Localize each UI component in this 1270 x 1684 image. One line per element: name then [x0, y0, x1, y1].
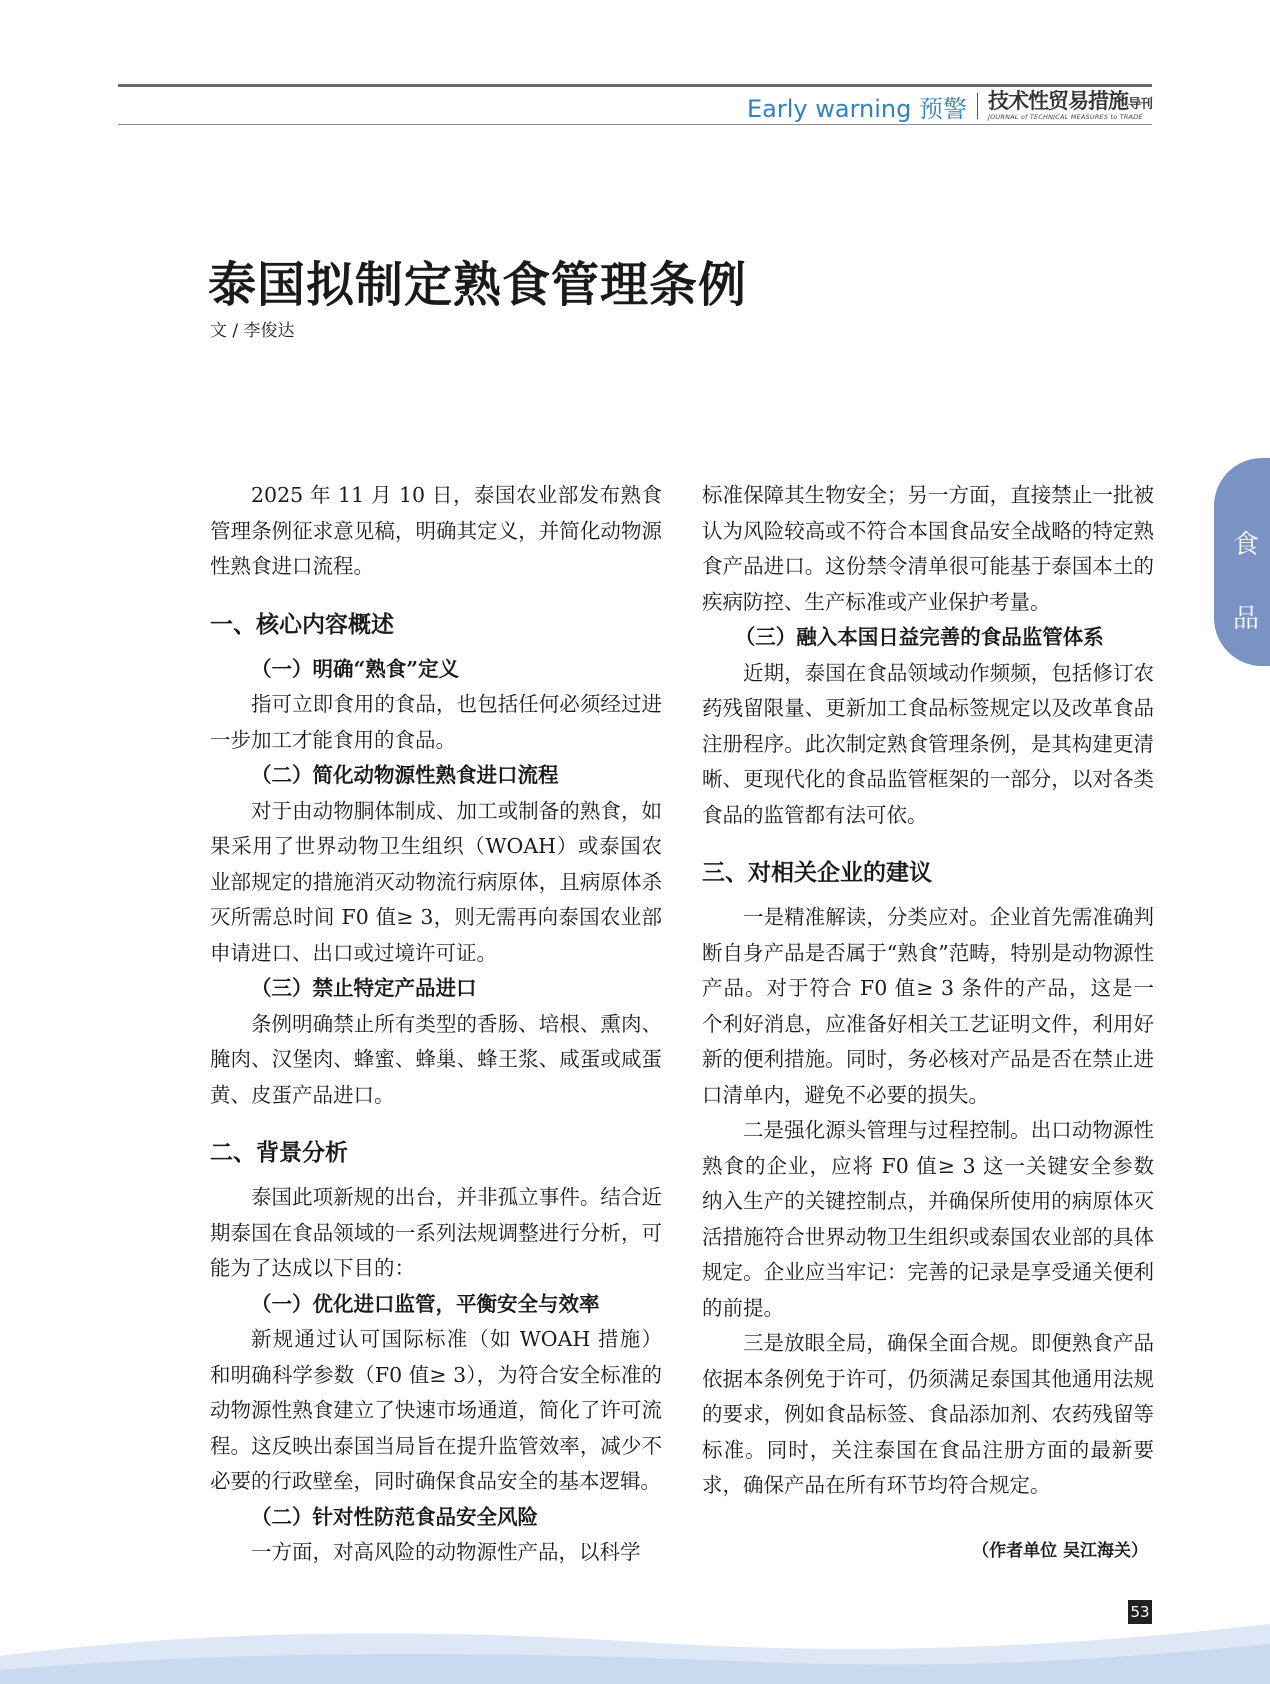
side-tab-char-2: 品 [1232, 604, 1259, 634]
intro-paragraph: 2025 年 11 月 10 日，泰国农业部发布熟食管理条例征求意见稿，明确其定义，并简化动物源性熟食进口流程。 [210, 483, 662, 578]
left-column [210, 478, 662, 1571]
paragraph-2-2-continued: 标准保障其生物安全；另一方面，直接禁止一批被认为风险较高或不符合本国食品安全战略的特定熟食产品进口。这份禁令清单很可能基于泰国本土的疾病防控、生产标准或产业保护考量。 [702, 483, 1154, 614]
header-divider [977, 93, 978, 119]
subheading-2-1: （一）优化进口监管，平衡安全与效率 [251, 1291, 600, 1316]
journal-name-en: JOURNAL of TECHNICAL MEASURES to TRADE [987, 113, 1143, 122]
article-title: 泰国拟制定熟食管理条例 [208, 257, 748, 313]
right-column [702, 478, 1154, 1504]
journal-logo [988, 91, 1152, 121]
subheading-2-2: （二）针对性防范食品安全风险 [251, 1504, 538, 1529]
page-number: 53 [1128, 1600, 1152, 1624]
running-header [747, 88, 1152, 124]
footer-wave-decoration [0, 1608, 1270, 1684]
paragraph-1-2: 对于由动物胴体制成、加工或制备的熟食，如果采用了世界动物卫生组织（WOAH）或泰国农业部规定的措施消灭动物流行病原体，且病原体杀灭所需总时间 F0 值≥ 3，则无需再向泰国农业部申请进口、出口或过境许可证。 [210, 798, 662, 965]
paragraph-3-2: 二是强化源头管理与过程控制。出口动物源性熟食的企业，应将 F0 值≥ 3 这一关键安全参数纳入生产的关键控制点，并确保所使用的病原体灭活措施符合世界动物卫生组织或泰国农业部的具体规定。企业应当牢记：完善的记录是享受通关便利的前提。 [702, 1118, 1154, 1320]
paragraph-2-1: 新规通过认可国际标准（如 WOAH 措施）和明确科学参数（F0 值≥ 3），为符合安全标准的动物源性熟食建立了快速市场通道，简化了许可流程。这反映出泰国当局旨在提升监管效率，减少不必要的行政壁垒，同时确保食品安全的基本逻辑。 [210, 1327, 662, 1493]
section-heading-3: 三、对相关企业的建议 [702, 860, 932, 886]
paragraph-2-2: 一方面，对高风险的动物源性产品，以科学 [251, 1540, 641, 1564]
paragraph-3-3: 三是放眼全局，确保全面合规。即便熟食产品依据本条例免于许可，仍须满足泰国其他通用法规的要求，例如食品标签、食品添加剂、农药残留等标准。同时，关注泰国在食品注册方面的最新要求，确保产品在所有环节均符合规定。 [702, 1331, 1154, 1497]
section-heading-1: 一、核心内容概述 [210, 611, 394, 638]
header-rule-top [118, 84, 1152, 87]
paragraph-2-3: 近期，泰国在食品领域动作频频，包括修订农药残留限量、更新加工食品标签规定以及改革食品注册程序。此次制定熟食管理条例，是其构建更清晰、更现代化的食品监管框架的一部分，以对各类食品的监管都有法可依。 [702, 660, 1154, 827]
section-label: Early warning 预警 [747, 94, 967, 123]
author-byline: 文 / 李俊达 [210, 321, 295, 341]
author-affiliation: （作者单位 吴江海关） [972, 1541, 1148, 1561]
subheading-2-3: （三）融入本国日益完善的食品监管体系 [734, 625, 1104, 649]
paragraph-1-3: 条例明确禁止所有类型的香肠、培根、熏肉、腌肉、汉堡肉、蜂蜜、蜂巢、蜂王浆、咸蛋或咸蛋黄、皮蛋产品进口。 [210, 1011, 662, 1107]
section-side-tab [1214, 458, 1270, 666]
paragraph-2: 泰国此项新规的出台，并非孤立事件。结合近期泰国在食品领域的一系列法规调整进行分析，可能为了达成以下目的： [210, 1185, 662, 1280]
paragraph-1-1: 指可立即食用的食品，也包括任何必须经过进一步加工才能食用的食品。 [210, 692, 662, 752]
subheading-1-2: （二）简化动物源性熟食进口流程 [251, 763, 559, 787]
paragraph-3-1: 一是精准解读，分类应对。企业首先需准确判断自身产品是否属于“熟食”范畴，特别是动物源性产品。对于符合 F0 值≥ 3 条件的产品，这是一个利好消息，应准备好相关工艺证明文件，利用好新的便利措施。同时，务必核对产品是否在禁止进口清单内，避免不必要的损失。 [702, 905, 1154, 1107]
subheading-1-1: （一）明确“熟食”定义 [251, 656, 460, 681]
header-rule-bottom [118, 124, 1152, 125]
journal-name-cn: 技术性贸易措施导刊 [987, 89, 1152, 114]
subheading-1-3: （三）禁止特定产品进口 [251, 976, 477, 1000]
section-heading-2: 二、背景分析 [210, 1140, 348, 1166]
side-tab-char-1: 食 [1232, 530, 1259, 560]
